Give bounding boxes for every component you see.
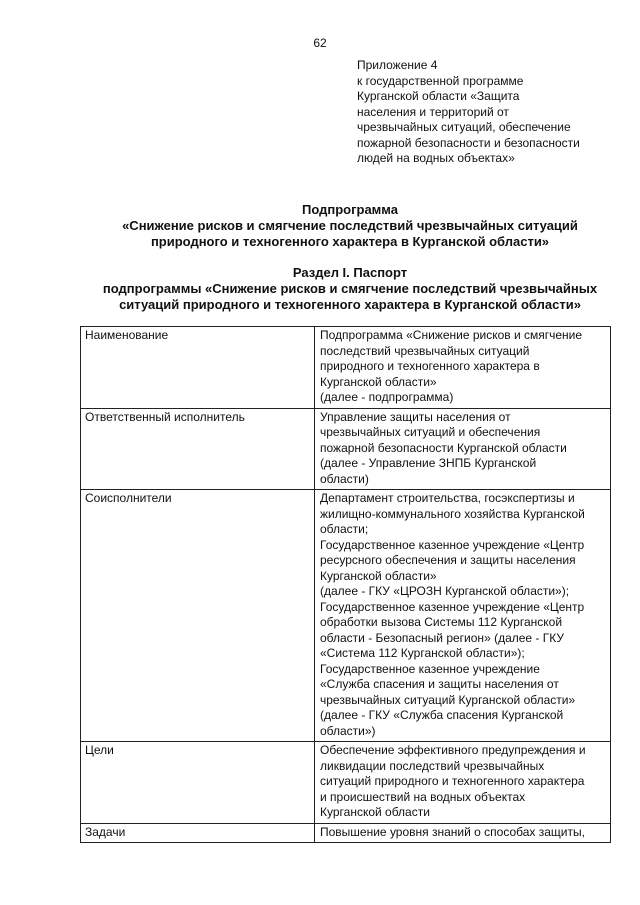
value-line: Департамент строительства, госэкспертизы и: [320, 491, 575, 505]
value-line: области»): [320, 723, 376, 738]
value-line: Государственное казенное учреждение «Центр: [320, 599, 585, 614]
value-line: обработки вызова Системы 112 Курганской: [320, 615, 563, 629]
appendix-line: Курганской области «Защита: [357, 89, 520, 103]
value-line: области;: [320, 522, 369, 536]
value-line: «Служба спасения и защиты населения от: [320, 677, 559, 691]
appendix-line: чрезвычайных ситуаций, обеспечение: [357, 120, 571, 134]
page-number: 62: [313, 36, 327, 50]
value-line: ликвидации последствий чрезвычайных: [320, 758, 545, 773]
value-line: Подпрограмма «Снижение рисков и смягчение: [320, 328, 583, 342]
section-heading-line: ситуаций природного и техногенного характера в Курганской области»: [119, 297, 581, 312]
value-line: (далее - ГКУ «Служба спасения Курганской: [320, 708, 564, 722]
value-line: последствий чрезвычайных ситуаций: [320, 343, 530, 358]
row-label-goals: Цели: [81, 742, 315, 824]
passport-table: [80, 326, 611, 843]
appendix-line: населения и территорий от: [357, 104, 509, 119]
table-row: [81, 408, 611, 490]
row-label-responsible: Ответственный исполнитель: [81, 408, 315, 490]
section-heading-line: подпрограммы «Снижение рисков и смягчение последствий чрезвычайных: [102, 281, 598, 296]
value-line: области): [320, 471, 369, 486]
table-row: [81, 327, 611, 409]
value-line: области - Безопасный регион» (далее - ГКУ: [320, 630, 565, 645]
value-line: природного и техногенного характера в: [320, 359, 540, 373]
row-value-name: [315, 327, 611, 409]
value-line: чрезвычайных ситуаций и обеспечения: [320, 425, 541, 439]
value-line: Курганской области»: [320, 568, 437, 583]
table-row: [81, 742, 611, 824]
row-value-goals: [315, 742, 611, 824]
row-label-tasks: Задачи: [81, 823, 315, 843]
value-line: (далее - Управление ЗНПБ Курганской: [320, 456, 537, 470]
appendix-line: людей на водных объектах»: [357, 151, 515, 165]
value-line: (далее - ГКУ «ЦРОЗН Курганской области»);: [320, 584, 570, 598]
value-line: Курганской области»: [320, 374, 437, 389]
value-line: ситуаций природного и техногенного характера: [320, 774, 585, 788]
value-line: (далее - подпрограмма): [320, 390, 454, 404]
appendix-note: [357, 58, 627, 167]
table-row: [81, 823, 611, 843]
table-row: [81, 490, 611, 742]
subprogram-heading-line: Подпрограмма: [302, 202, 398, 217]
row-label-co-executors: Соисполнители: [81, 490, 315, 742]
value-line: и происшествий на водных объектах: [320, 789, 526, 804]
appendix-line: к государственной программе: [357, 73, 524, 88]
row-value-co-executors: [315, 490, 611, 742]
value-line: Обеспечение эффективного предупреждения и: [320, 743, 586, 757]
value-line: Повышение уровня знаний о способах защиты,: [320, 824, 585, 839]
row-value-tasks: [315, 823, 611, 843]
row-value-responsible: [315, 408, 611, 490]
value-line: «Система 112 Курганской области»);: [320, 646, 525, 660]
value-line: Государственное казенное учреждение «Центр: [320, 537, 585, 552]
appendix-line: Приложение 4: [357, 58, 438, 72]
subprogram-heading: [80, 202, 620, 250]
value-line: Курганской области: [320, 805, 430, 819]
value-line: Управление защиты населения от: [320, 409, 511, 424]
value-line: чрезвычайных ситуаций Курганской области»: [320, 692, 576, 707]
value-line: жилищно-коммунального хозяйства Курганской: [320, 506, 585, 521]
row-label-name: Наименование: [81, 327, 315, 409]
value-line: ресурсного обеспечения и защиты населения: [320, 553, 576, 567]
appendix-line: пожарной безопасности и безопасности: [357, 135, 580, 150]
subprogram-heading-line: «Снижение рисков и смягчение последствий чрезвычайных ситуаций: [122, 218, 578, 233]
subprogram-heading-line: природного и техногенного характера в Курганской области»: [150, 234, 550, 249]
value-line: пожарной безопасности Курганской области: [320, 440, 567, 455]
section-heading-line: Раздел I. Паспорт: [292, 265, 408, 280]
section-heading: [80, 265, 620, 313]
value-line: Государственное казенное учреждение: [320, 661, 540, 676]
